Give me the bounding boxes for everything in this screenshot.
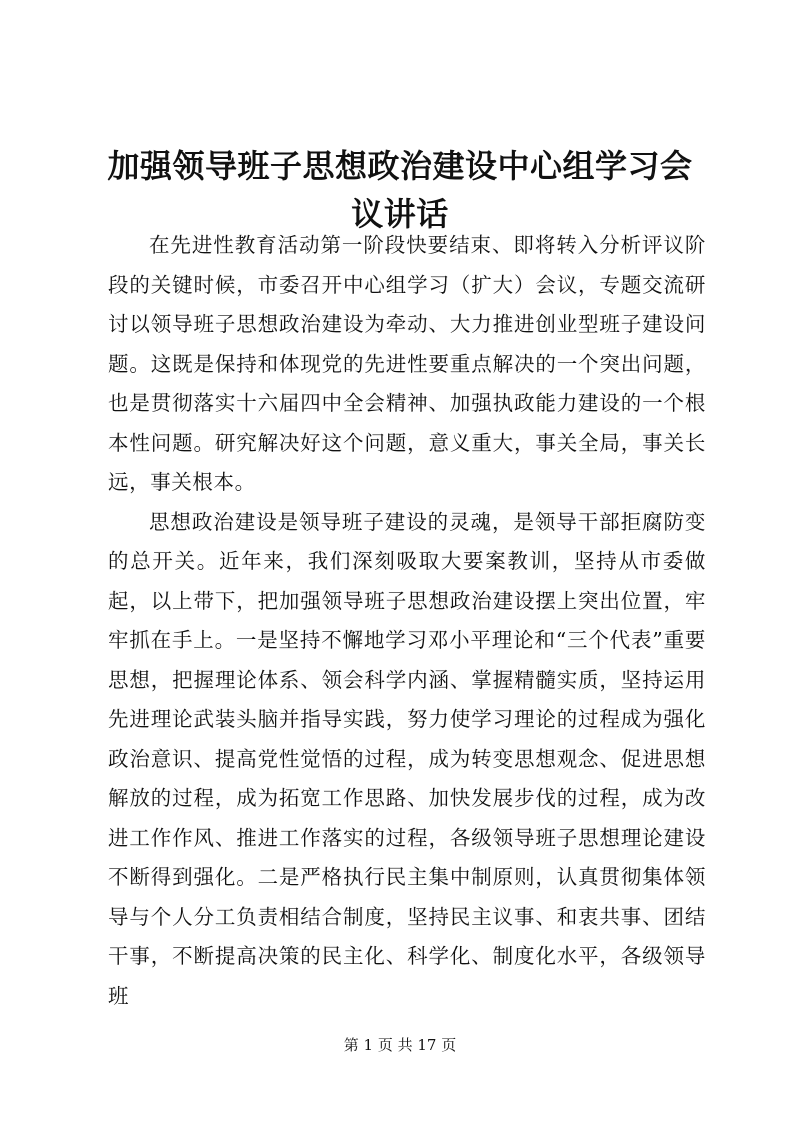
paragraph-2: 思想政治建设是领导班子建设的灵魂，是领导干部拒腐防变的总开关。近年来，我们深刻吸取大要案教训，坚持从市委做起，以上带下，把加强领导班子思想政治建设摆上突出位置，牢牢抓在手上。一是坚持不懈地学习邓小平理论和“三个代表”重要思想，把握理论体系、领会科学内涵、掌握精髓实质，坚持运用先进理论武装头脑并指导实践，努力使学习理论的过程成为强化政治意识、提高党性觉悟的过程，成为转变思想观念、促进思想解放的过程，成为拓宽工作思路、加快发展步伐的过程，成为改进工作作风、推进工作落实的过程，各级领导班子思想理论建设不断得到强化。二是严格执行民主集中制原则，认真贯彻集体领导与个人分工负责相结合制度，坚持民主议事、和衷共事、团结干事，不断提高决策的民主化、科学化、制度化水平，各级领导班 [108, 509, 706, 1008]
page-number-footer: 第 1 页 共 17 页 [343, 1036, 457, 1054]
document-body [108, 226, 706, 1016]
paragraph-1: 在先进性教育活动第一阶段快要结束、即将转入分析评议阶段的关键时候，市委召开中心组学习（扩大）会议，专题交流研讨以领导班子思想政治建设为牵动、大力推进创业型班子建设问题。这既是保持和体现党的先进性要重点解决的一个突出问题，也是贯彻落实十六届四中全会精神、加强执政能力建设的一个根本性问题。研究解决好这个问题，意义重大，事关全局，事关长远，事关根本。 [108, 233, 706, 494]
document-title: 加强领导班子思想政治建设中心组学习会议讲话 [107, 147, 693, 233]
